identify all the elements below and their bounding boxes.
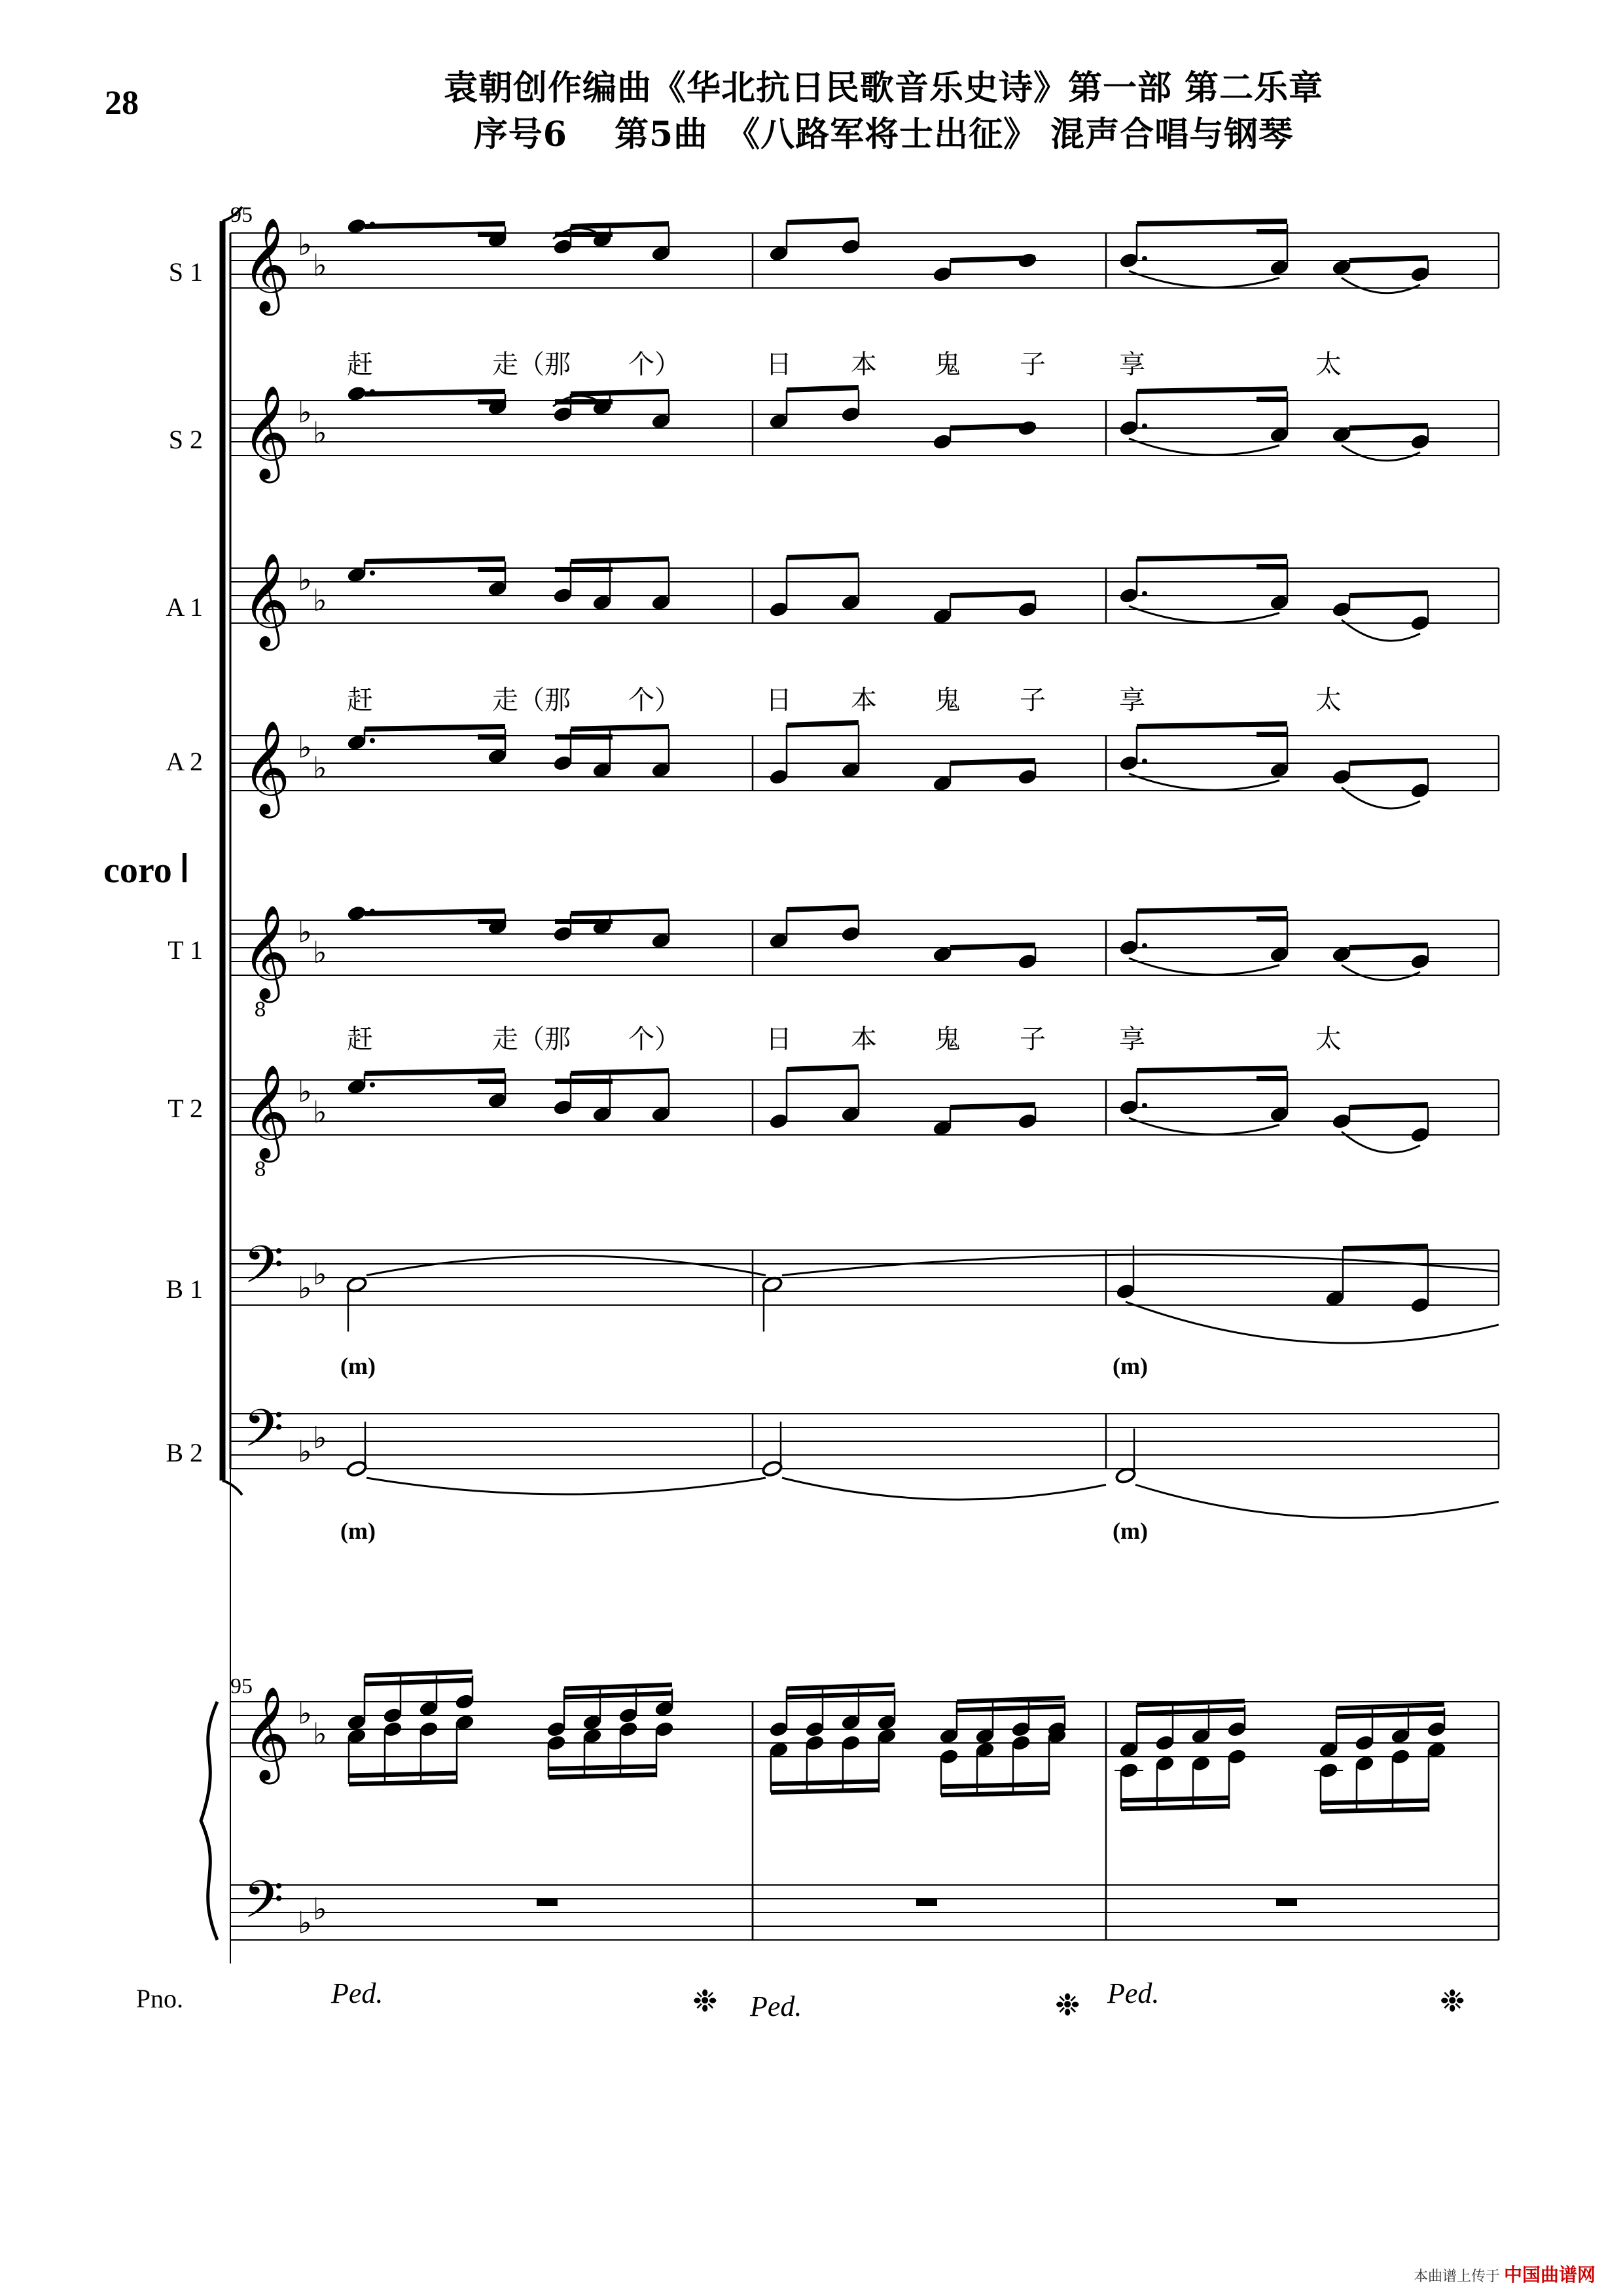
beam [365,1680,473,1684]
treble-clef-t2: 𝄞 [242,1064,291,1159]
notehead [654,1700,675,1717]
beam [571,391,669,394]
notehead [841,762,861,779]
beam [1336,1713,1444,1717]
notehead [1116,1283,1136,1300]
flat-sign-a1: ♭ [298,562,312,598]
beam [365,1071,505,1073]
notehead [347,386,367,403]
notehead [618,1721,639,1738]
notehead [769,1721,789,1738]
notehead [1391,1748,1411,1765]
beam [571,224,669,226]
dot [1142,759,1147,764]
notehead [651,762,671,779]
dot [1142,943,1147,948]
notehead [933,1120,953,1137]
notehead [877,1728,897,1745]
beam [365,224,505,226]
treble-clef-a1: 𝄞 [242,552,291,647]
lyric-s1-1: 赶 [347,350,373,380]
notehead [419,1721,439,1738]
lyric-t1-9: 太 [1315,1024,1342,1054]
notehead [651,245,671,262]
slur [1129,271,1279,287]
notehead [1270,762,1290,779]
beam [787,555,859,558]
slur [1126,1302,1499,1343]
lyric-t1-8: 享 [1119,1024,1145,1054]
slur [1129,439,1279,455]
flat-sign-piano-rh: ♭ [313,1716,327,1752]
beam [1137,556,1287,559]
slur [1129,606,1279,622]
dot [370,738,375,744]
notehead [841,1106,861,1123]
beam [1137,724,1287,726]
flat-sign-t1: ♭ [298,914,312,950]
notehead [546,1734,567,1751]
notehead [762,1460,783,1477]
notehead [347,1079,367,1096]
beam [771,1790,879,1793]
staff-label-a2: A 2 [166,747,203,776]
piano-brace [201,1702,217,1940]
staff-label-a1: A 1 [166,592,203,622]
beam [1121,1798,1229,1801]
beam [771,1782,879,1784]
notehead [841,1734,861,1751]
beam [941,1784,1049,1787]
beam [950,761,1035,763]
flat-sign-b2: ♭ [298,1433,312,1469]
notehead [1155,1755,1175,1772]
notehead [592,1106,613,1123]
notehead [1011,1734,1031,1751]
score-subtitle: 序号6 第5曲 《八路军将士出征》 混声合唱与钢琴 [473,115,1294,154]
flat-sign-s2: ♭ [298,394,312,430]
notehead [1332,427,1352,444]
notehead [805,1721,825,1738]
slur [1129,774,1279,790]
flat-sign-piano-lh: ♭ [298,1905,312,1941]
notehead [1119,420,1139,437]
staff-label-s1: S 1 [168,257,203,287]
dot [1142,591,1147,596]
lyric-t1-2: 走（那 [492,1024,571,1054]
beam [787,1685,895,1689]
notehead [1119,1099,1139,1116]
beam [1137,1068,1287,1071]
notehead [546,1721,567,1738]
beam [1321,1809,1429,1812]
notehead [488,748,508,765]
notehead [553,755,573,772]
beam [571,911,669,914]
choir-label-text: coro [103,850,172,891]
notehead [933,433,953,450]
staff-label-piano: Pno. [135,1984,183,2013]
notehead [488,1092,508,1109]
lyric-s1-7: 子 [1020,350,1046,380]
notehead [769,1113,789,1130]
treble-clef-t1: 𝄞 [242,905,291,999]
dot [1142,1103,1147,1108]
notehead [769,245,789,262]
beam [1137,908,1287,911]
flat-sign-t2: ♭ [298,1073,312,1109]
notehead [1332,946,1352,963]
notehead [592,762,613,779]
footer-text: 本曲谱上传于 [1413,2269,1500,2285]
lyric-s1-9: 太 [1315,350,1342,380]
pedal-mark-3: Ped. [1107,1977,1160,2009]
flat-sign-s2: ♭ [313,415,327,451]
notehead [455,1693,475,1710]
notehead [383,1707,403,1724]
beam [1349,425,1428,428]
notehead [1018,768,1038,785]
notehead [553,587,573,604]
notehead [553,238,573,255]
whole-rest [916,1899,937,1906]
lyric-s1-6: 鬼 [935,350,961,380]
treble-clef-s2: 𝄞 [242,385,291,480]
notehead [939,1748,959,1765]
beam [365,911,505,914]
pedal-release-2: ❉ [1055,1987,1080,2022]
notehead [933,776,953,793]
dot [1142,256,1147,261]
lyric-t1-3: 个） [628,1024,681,1054]
staff-label-s2: S 2 [168,425,203,454]
beam [1321,1801,1429,1803]
beam [564,1693,672,1697]
notehead [651,413,671,430]
bracket-hook [223,207,242,221]
lyric-a1-7: 子 [1020,685,1046,715]
notehead [347,218,367,235]
flat-sign-s1: ♭ [313,247,327,283]
bracket-hook [223,1480,242,1495]
pedal-mark-2: Ped. [750,1990,802,2022]
notehead [654,1721,675,1738]
beam [1137,221,1287,224]
notehead [1115,1467,1136,1484]
notehead [582,1714,603,1731]
notehead [1155,1734,1175,1751]
lyric-a1-1: 赶 [347,685,373,715]
slur [1342,278,1420,293]
notehead [769,413,789,430]
octave-mark-t2: 8 [254,1158,267,1181]
treble-clef-s1: 𝄞 [242,217,291,312]
beam [950,425,1035,428]
dot [1142,423,1147,429]
notehead [347,567,367,584]
beam [349,1782,457,1784]
beam [1349,945,1428,948]
notehead [582,1728,603,1745]
notehead [1410,782,1431,799]
notehead [1332,1113,1352,1130]
notehead [1119,755,1139,772]
staff-label-b1: B 1 [166,1274,203,1304]
notehead [769,768,789,785]
slur [366,1478,766,1494]
hum-b1-1: (m) [340,1353,376,1379]
notehead [841,238,861,255]
notehead [651,1106,671,1123]
site-logo: 中国曲谱网 [1503,2264,1596,2286]
notehead [769,601,789,618]
treble-clef-a2: 𝄞 [242,720,291,815]
notehead [553,925,573,942]
notehead [1011,1721,1031,1738]
beam [787,1693,895,1697]
slur [1342,446,1420,461]
beam [950,258,1035,260]
notehead [1410,953,1431,970]
lyric-a1-2: 走（那 [492,685,571,715]
beam [1343,1246,1428,1249]
flat-sign-piano-rh: ♭ [298,1695,312,1731]
notehead [1270,946,1290,963]
lyric-t1-1: 赶 [347,1024,373,1054]
notehead [1332,259,1352,276]
notehead [1410,1297,1431,1314]
flat-sign-s1: ♭ [298,226,312,262]
dot [370,571,375,576]
bass-clef-b1: 𝄢 [243,1234,284,1308]
beam [571,1071,669,1073]
pedal-mark-1: Ped. [331,1977,383,2009]
beam [1349,258,1428,260]
notehead [1332,768,1352,785]
notehead [553,1099,573,1116]
notehead [455,1714,475,1731]
notehead [1018,953,1038,970]
beam [1349,1105,1428,1107]
beam [950,593,1035,596]
notehead [1391,1728,1411,1745]
notehead [975,1742,995,1759]
pedal-release-3: ❉ [1440,1983,1465,2018]
notehead [769,933,789,950]
notehead [1119,587,1139,604]
beam [365,726,505,729]
notehead [1410,615,1431,632]
notehead [651,594,671,611]
notehead [841,925,861,942]
beam [571,559,669,562]
lyric-a1-4: 日 [766,685,792,715]
beam [571,726,669,729]
notehead [1427,1742,1447,1759]
lyric-a1-5: 本 [851,685,877,715]
notehead [805,1734,825,1751]
lyric-t1-6: 鬼 [935,1024,961,1054]
notehead [553,406,573,423]
notehead [1427,1721,1447,1738]
staff-label-b2: B 2 [166,1438,203,1467]
notehead [1119,939,1139,956]
hum-b1-2: (m) [1113,1353,1148,1379]
notehead [1119,252,1139,269]
beam [1137,1710,1245,1713]
notehead [975,1728,995,1745]
notehead [592,594,613,611]
notehead [1332,601,1352,618]
beam [1336,1704,1444,1708]
flat-sign-a2: ♭ [298,729,312,765]
notehead [1018,1113,1038,1130]
lyric-t1-7: 子 [1020,1024,1046,1054]
notehead [1325,1290,1346,1307]
notehead [347,734,367,751]
notehead [419,1700,439,1717]
notehead [488,581,508,598]
beam [1349,761,1428,763]
notehead [933,608,953,625]
bass-clef-b2: 𝄢 [243,1398,284,1472]
flat-sign-b1: ♭ [298,1270,312,1306]
lyric-t1-4: 日 [766,1024,792,1054]
lyric-a1-9: 太 [1315,685,1342,715]
beam [365,1672,473,1676]
flat-sign-b1: ♭ [313,1256,327,1292]
lyric-s1-8: 享 [1119,350,1145,380]
slur [782,1255,1499,1276]
whole-rest [1276,1899,1297,1906]
beam [787,387,859,390]
beam [950,1105,1035,1107]
lyric-s1-2: 走（那 [492,350,571,380]
dot [370,1083,375,1088]
notehead [841,406,861,423]
choir-number: Ⅰ [178,847,190,891]
flat-sign-a2: ♭ [313,750,327,786]
notehead [1270,427,1290,444]
staff-label-t2: T 2 [168,1094,203,1123]
notehead [618,1707,639,1724]
pedal-release-1: ❉ [692,1983,718,2018]
slur [366,1256,766,1276]
notehead [1270,1106,1290,1123]
beam [365,391,505,394]
flat-sign-t2: ♭ [313,1094,327,1130]
notehead [1270,594,1290,611]
beam [548,1767,656,1769]
hum-b2-2: (m) [1113,1518,1148,1544]
beam [950,945,1035,948]
notehead [1227,1721,1247,1738]
beam [787,1067,859,1069]
bass-clef-piano-lh: 𝄢 [243,1869,284,1943]
notehead [841,1714,861,1731]
lyric-t1-5: 本 [851,1024,877,1054]
flat-sign-a1: ♭ [313,583,327,619]
notehead [1410,433,1431,450]
slur [1342,965,1420,980]
score-title: 袁朝创作编曲《华北抗日民歌音乐史诗》第一部 第二乐章 [443,68,1324,108]
lyric-s1-3: 个） [628,350,681,380]
slur [1135,1485,1499,1518]
notehead [1355,1734,1375,1751]
notehead [1018,601,1038,618]
beam [1349,593,1428,596]
notehead [933,266,953,283]
slur [782,1478,1106,1499]
notehead [346,1460,367,1477]
staff-label-t1: T 1 [168,935,203,965]
measure-number-piano: 95 [230,1674,253,1698]
notehead [347,905,367,922]
beam [941,1793,1049,1795]
notehead [1270,259,1290,276]
page-number: 28 [105,84,139,122]
notehead [841,594,861,611]
beam [365,559,505,562]
hum-b2-1: (m) [340,1518,376,1544]
lyric-a1-3: 个） [628,685,681,715]
notehead [877,1714,897,1731]
notehead [1191,1728,1211,1745]
notehead [346,1276,367,1293]
beam [1121,1806,1229,1809]
beam [564,1685,672,1689]
beam [787,723,859,725]
notehead [762,1276,783,1293]
notehead [1191,1755,1211,1772]
notehead [1227,1748,1247,1765]
slur [1129,1118,1279,1134]
flat-sign-piano-lh: ♭ [313,1891,327,1927]
beam [787,907,859,910]
notehead [651,933,671,950]
notehead [347,1714,367,1731]
notehead [1410,1126,1431,1143]
whole-rest [537,1899,558,1906]
notehead [1119,1742,1139,1759]
notehead [383,1721,403,1738]
notehead [933,946,953,963]
lyric-s1-4: 日 [766,350,792,380]
slur [1129,958,1279,975]
lyric-a1-8: 享 [1119,685,1145,715]
beam [787,220,859,223]
beam [548,1775,656,1778]
lyric-s1-5: 本 [851,350,877,380]
beam [349,1773,457,1776]
notehead [1410,266,1431,283]
beam [1137,389,1287,391]
flat-sign-b2: ♭ [313,1420,327,1456]
notehead [347,1728,367,1745]
measure-number: 95 [230,203,253,227]
beam [957,1706,1065,1710]
flat-sign-t1: ♭ [313,935,327,971]
notehead [769,1742,789,1759]
notehead [939,1728,959,1745]
octave-mark-t1: 8 [254,999,267,1022]
lyric-a1-6: 鬼 [935,685,961,715]
notehead [1355,1755,1375,1772]
treble-clef-piano-rh: 𝄞 [242,1686,291,1781]
notehead [1319,1742,1339,1759]
